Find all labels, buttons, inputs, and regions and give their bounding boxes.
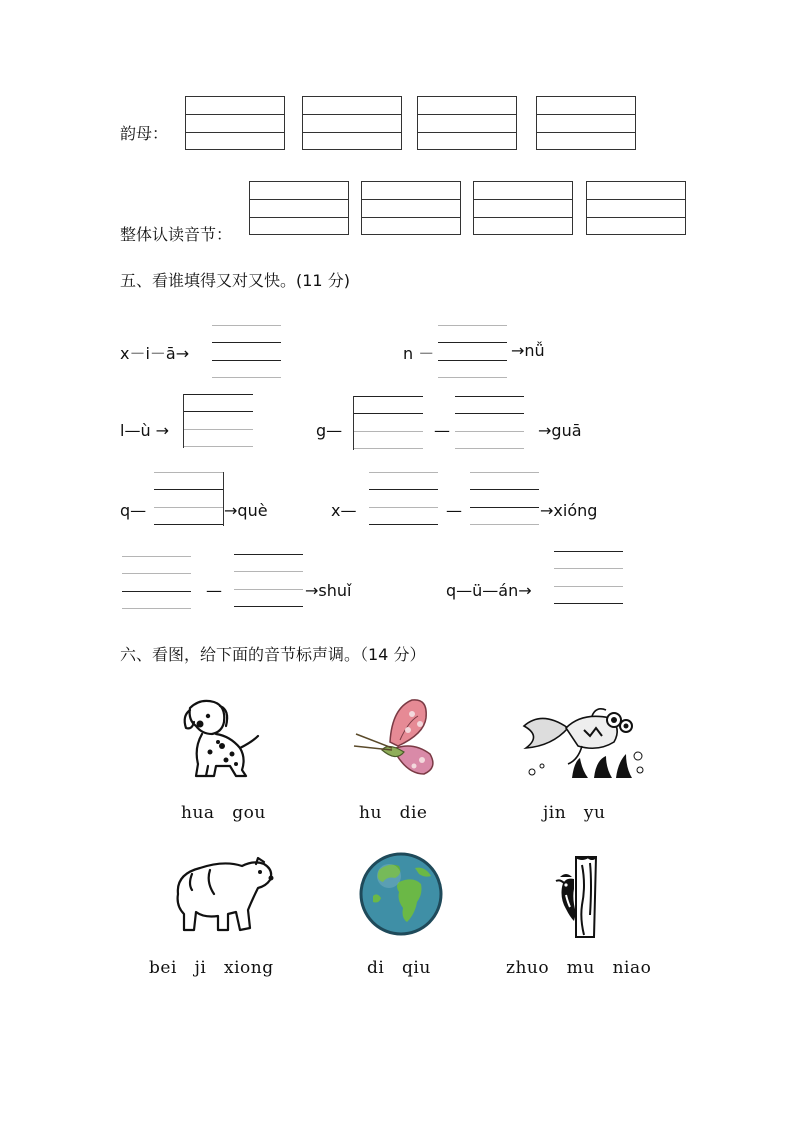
zhengti-label: 整体认读音节：: [120, 225, 233, 244]
row3-left-blank[interactable]: [154, 472, 224, 526]
row3-right-post: →xióng: [540, 501, 598, 520]
row3-right-blank-1[interactable]: [369, 472, 438, 526]
section6-title: 六、看图，给下面的音节标声调。（14 分）: [120, 645, 426, 664]
pinyin-butterfly: hu die: [359, 803, 428, 823]
row3-left-post: →què: [224, 501, 268, 520]
row2-right-mid: —: [434, 421, 450, 440]
row2-right-post: →guā: [538, 421, 582, 440]
row4-left-blank-2[interactable]: [234, 554, 303, 608]
row2-left-blank[interactable]: [183, 394, 253, 448]
row1-right-blank[interactable]: [438, 325, 507, 379]
row1-right-post: →nǚ: [511, 341, 545, 360]
row4-right-text: q—ü—án→: [446, 581, 532, 600]
goldfish-picture: [522, 706, 646, 780]
row2-right-pre: g—: [316, 421, 343, 440]
yunmu-label: 韵母：: [120, 124, 169, 143]
row1-right-pre: n －: [403, 344, 435, 363]
row3-right-blank-2[interactable]: [470, 472, 539, 526]
pinyin-goldfish: jin yu: [543, 803, 606, 823]
section5-title: 五、看谁填得又对又快。(11 分): [120, 271, 350, 290]
pinyin-dog: hua gou: [181, 803, 266, 823]
row2-right-blank-2[interactable]: [455, 396, 524, 450]
row3-left-pre: q—: [120, 501, 147, 520]
zhengti-box-4[interactable]: [586, 181, 686, 235]
row3-right-pre: x—: [331, 501, 357, 520]
row4-left-blank-1[interactable]: [122, 556, 191, 610]
zhengti-box-3[interactable]: [473, 181, 573, 235]
bear-picture: [170, 854, 276, 936]
row1-left-text: x－i－ā→: [120, 344, 190, 363]
woodpecker-picture: [552, 855, 604, 939]
zhengti-box-2[interactable]: [361, 181, 461, 235]
yunmu-box-2[interactable]: [302, 96, 402, 150]
row2-left-text: l—ù →: [120, 421, 170, 440]
butterfly-picture: [352, 698, 442, 778]
row2-right-blank-1[interactable]: [353, 396, 423, 450]
pinyin-globe: di qiu: [367, 958, 431, 978]
row4-left-post: →shuǐ: [305, 581, 352, 600]
dog-picture: [180, 696, 268, 782]
pinyin-bear: bei ji xiong: [149, 958, 274, 978]
row3-right-mid: —: [446, 501, 462, 520]
zhengti-box-1[interactable]: [249, 181, 349, 235]
row1-left-blank[interactable]: [212, 325, 281, 379]
yunmu-box-4[interactable]: [536, 96, 636, 150]
globe-picture: [359, 852, 443, 936]
yunmu-box-1[interactable]: [185, 96, 285, 150]
row4-right-blank[interactable]: [554, 551, 623, 605]
row4-left-mid: —: [206, 581, 222, 600]
pinyin-woodpecker: zhuo mu niao: [506, 958, 652, 978]
yunmu-box-3[interactable]: [417, 96, 517, 150]
